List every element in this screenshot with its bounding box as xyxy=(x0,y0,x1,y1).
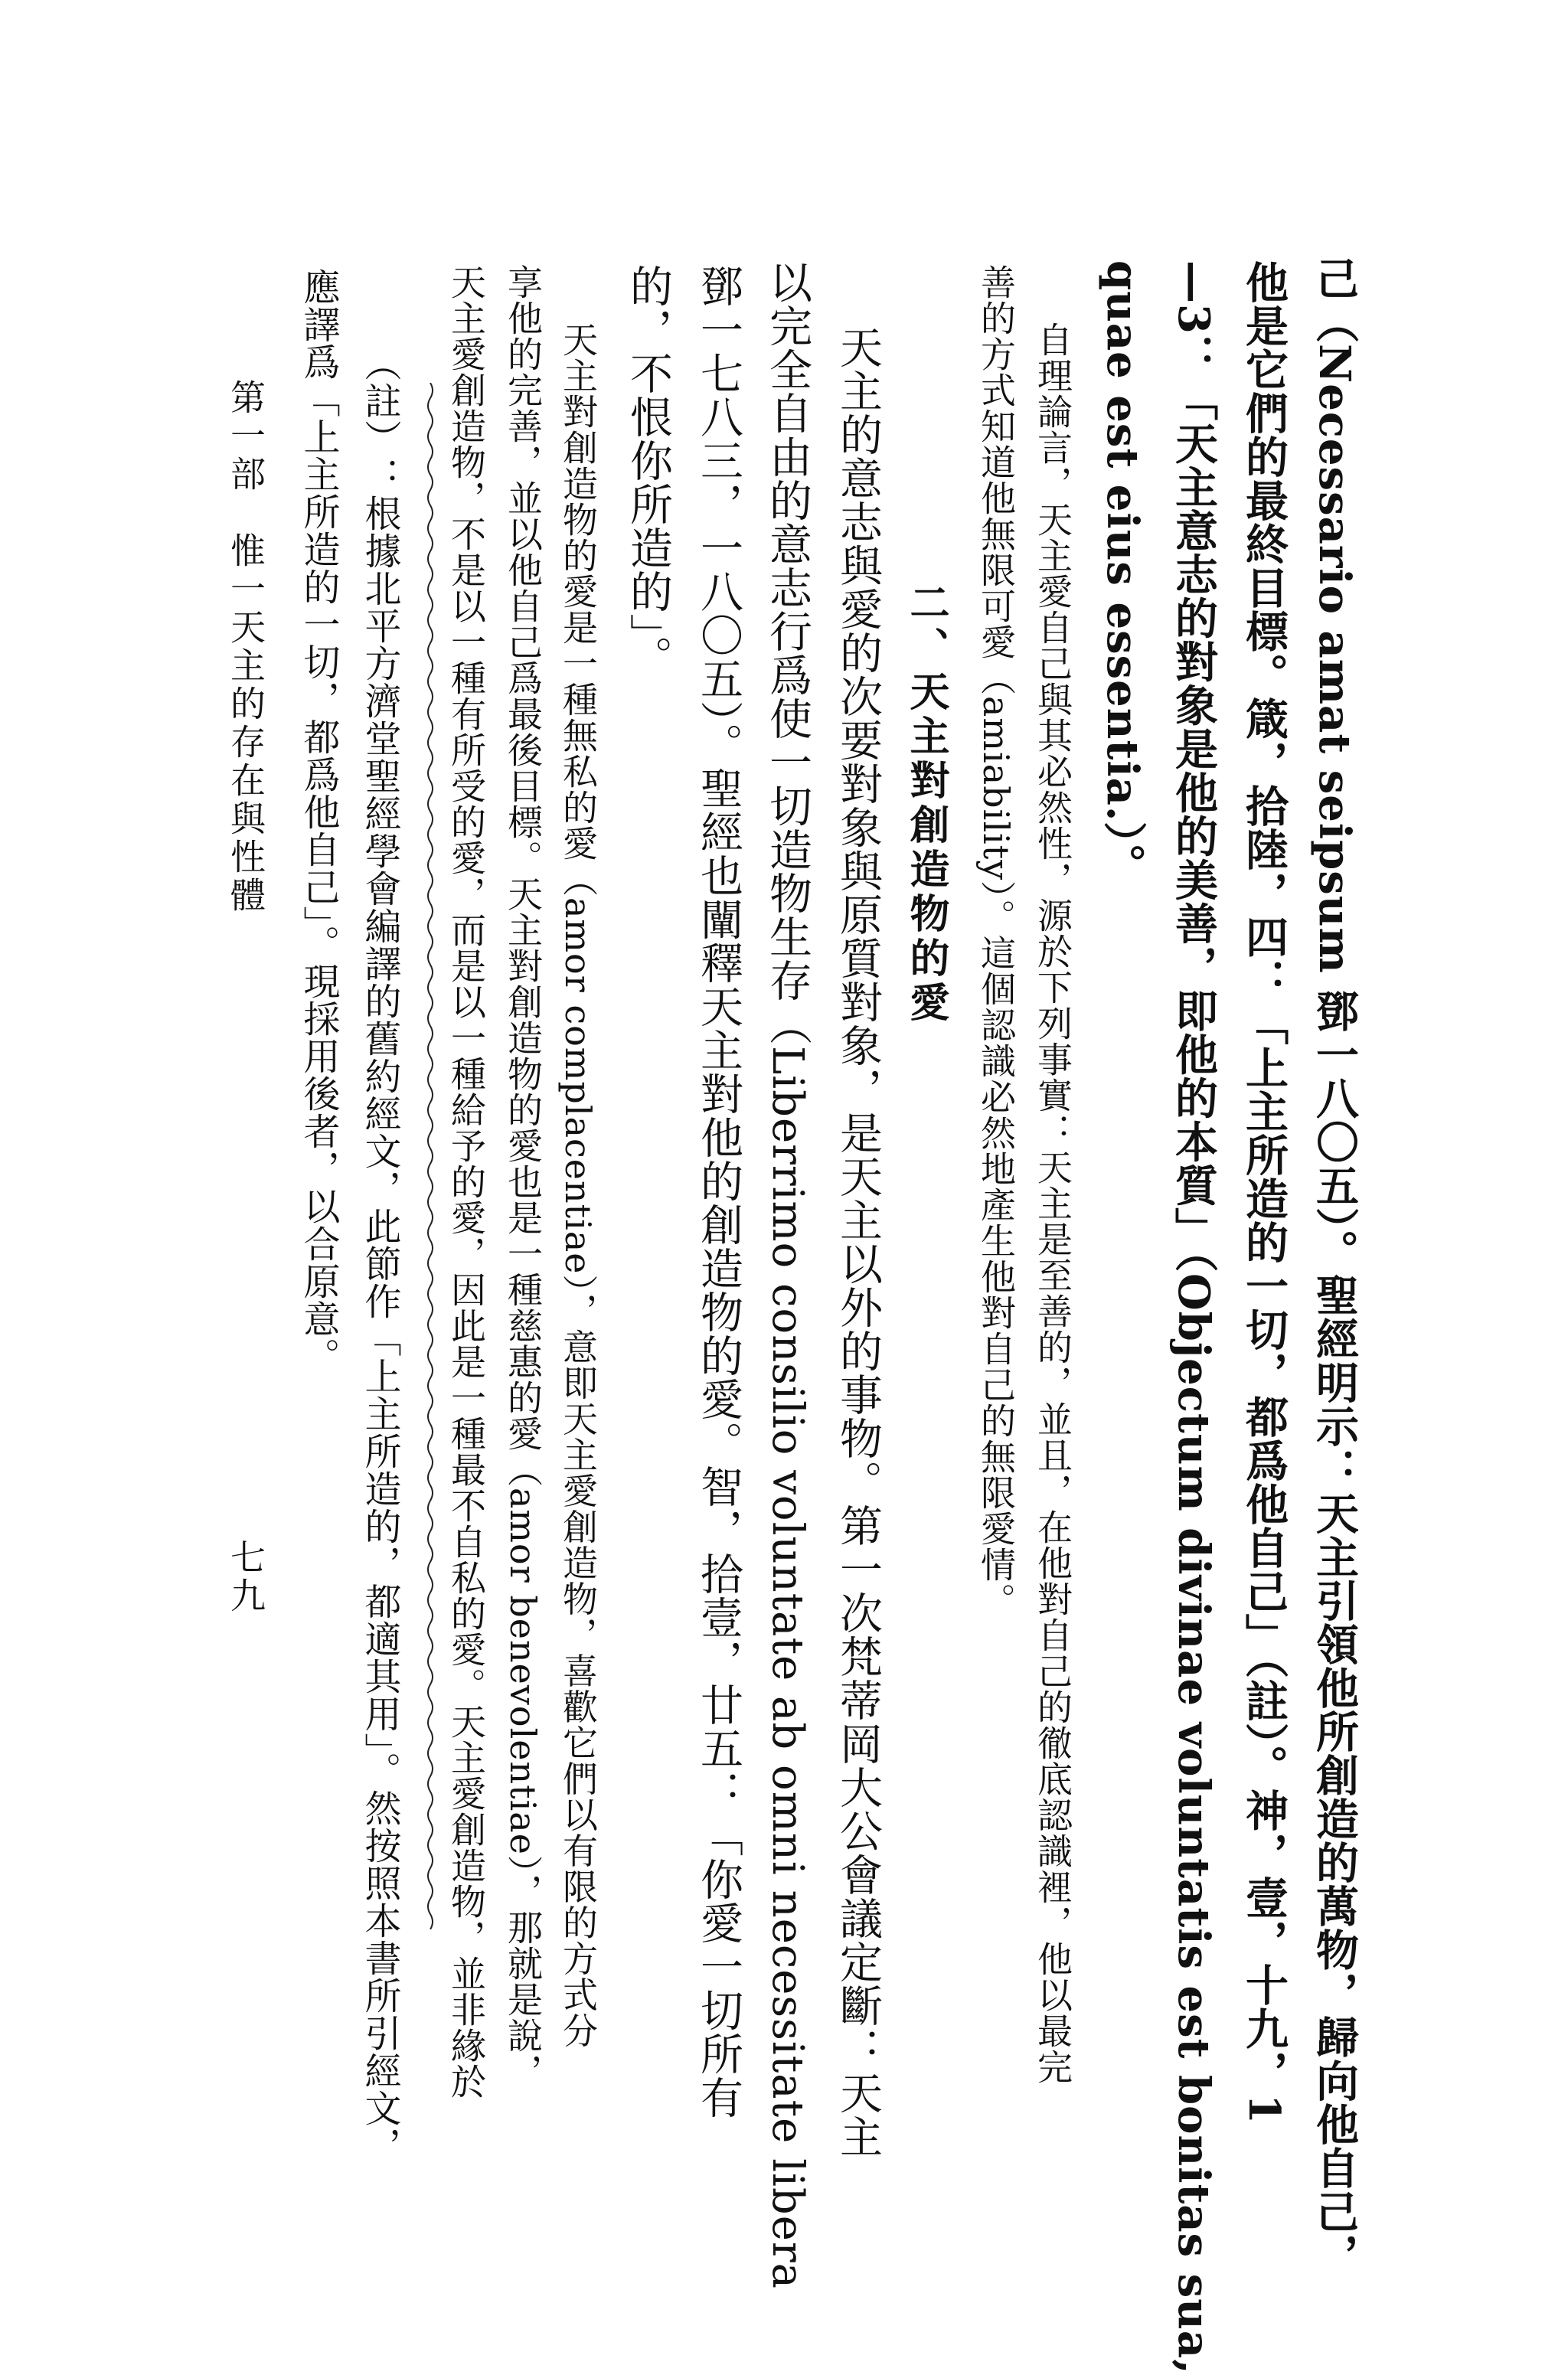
body-line-13: 天主愛創造物，不是以一種有所受的愛，而是以一種給予的愛，因此是一種最不自私的愛。天主愛創造物，並非緣於 xyxy=(446,264,487,2099)
body-line-3: —3：「天主意志的對象是他的美善，即他的本質」（Objectum divinae voluntatis est bonitas sua, xyxy=(1168,260,1219,2375)
body-line-11: 天主對創造物的愛是一種無私的愛（amor complacentiae），意即天主愛創造物，喜歡它們以有限的方式分 xyxy=(557,322,599,2049)
footnote-line-2: 應譯爲「上主所造的一切，都爲他自己」。現採用後者，以合原意。 xyxy=(297,268,340,1375)
body-line-1: 己（Necessario amat seipsum 鄧一八〇五）。聖經明示：天主引領他所創造的萬物，歸向他自己， xyxy=(1309,256,1360,2278)
body-line-2: 他是它們的最終目標。箴，拾陸，四：「上主所造的一切，都爲他自己」（註）。神，壹，十九，1 xyxy=(1239,260,1289,2125)
footnote-line-1: （註）：根據北平方濟堂聖經學會編譯的舊約經文，此節作「上主所造的，都適其用」。然按照本書所引經文， xyxy=(358,345,401,2164)
body-line-7: 天主的意志與愛的次要對象與原質對象，是天主以外的事物。第一次梵蒂岡大公會議定斷：天主 xyxy=(833,325,883,2158)
body-line-12: 享他的完善，並以他自己爲最後目標。天主對創造物的愛也是一種慈惠的愛（amor benevolentiae），那就是說， xyxy=(502,264,544,2089)
footnote-separator xyxy=(426,383,435,1929)
body-line-5: 自理論言，天主愛自己與其必然性，源於下列事實：天主是至善的，並且，在他對自己的徹底認識裡，他以最完 xyxy=(1032,322,1073,2085)
body-line-10: 的，不恨你所造的」。 xyxy=(623,264,673,679)
body-line-4: quae est eius essentia.）。 xyxy=(1097,260,1148,888)
body-line-8: 以完全自由的意志行爲使一切造物生存（Liberrimo consilio voluntate ab omni necessitate libera xyxy=(763,260,812,2290)
page-number: 七九 xyxy=(225,1539,266,1615)
running-head: 第一部 惟一天主的存在與性體 xyxy=(225,379,266,915)
body-line-9: 鄧一七八三，一八〇五）。聖經也闡釋天主對他的創造物的愛。智，拾壹，廿五：「你愛一切所有 xyxy=(694,264,743,2119)
body-line-6: 善的方式知道他無限可愛（amiability）。這個認識必然地產生他對自己的無限愛情。 xyxy=(975,264,1017,1619)
section-heading: 二、天主對創造物的愛 xyxy=(903,582,949,1026)
